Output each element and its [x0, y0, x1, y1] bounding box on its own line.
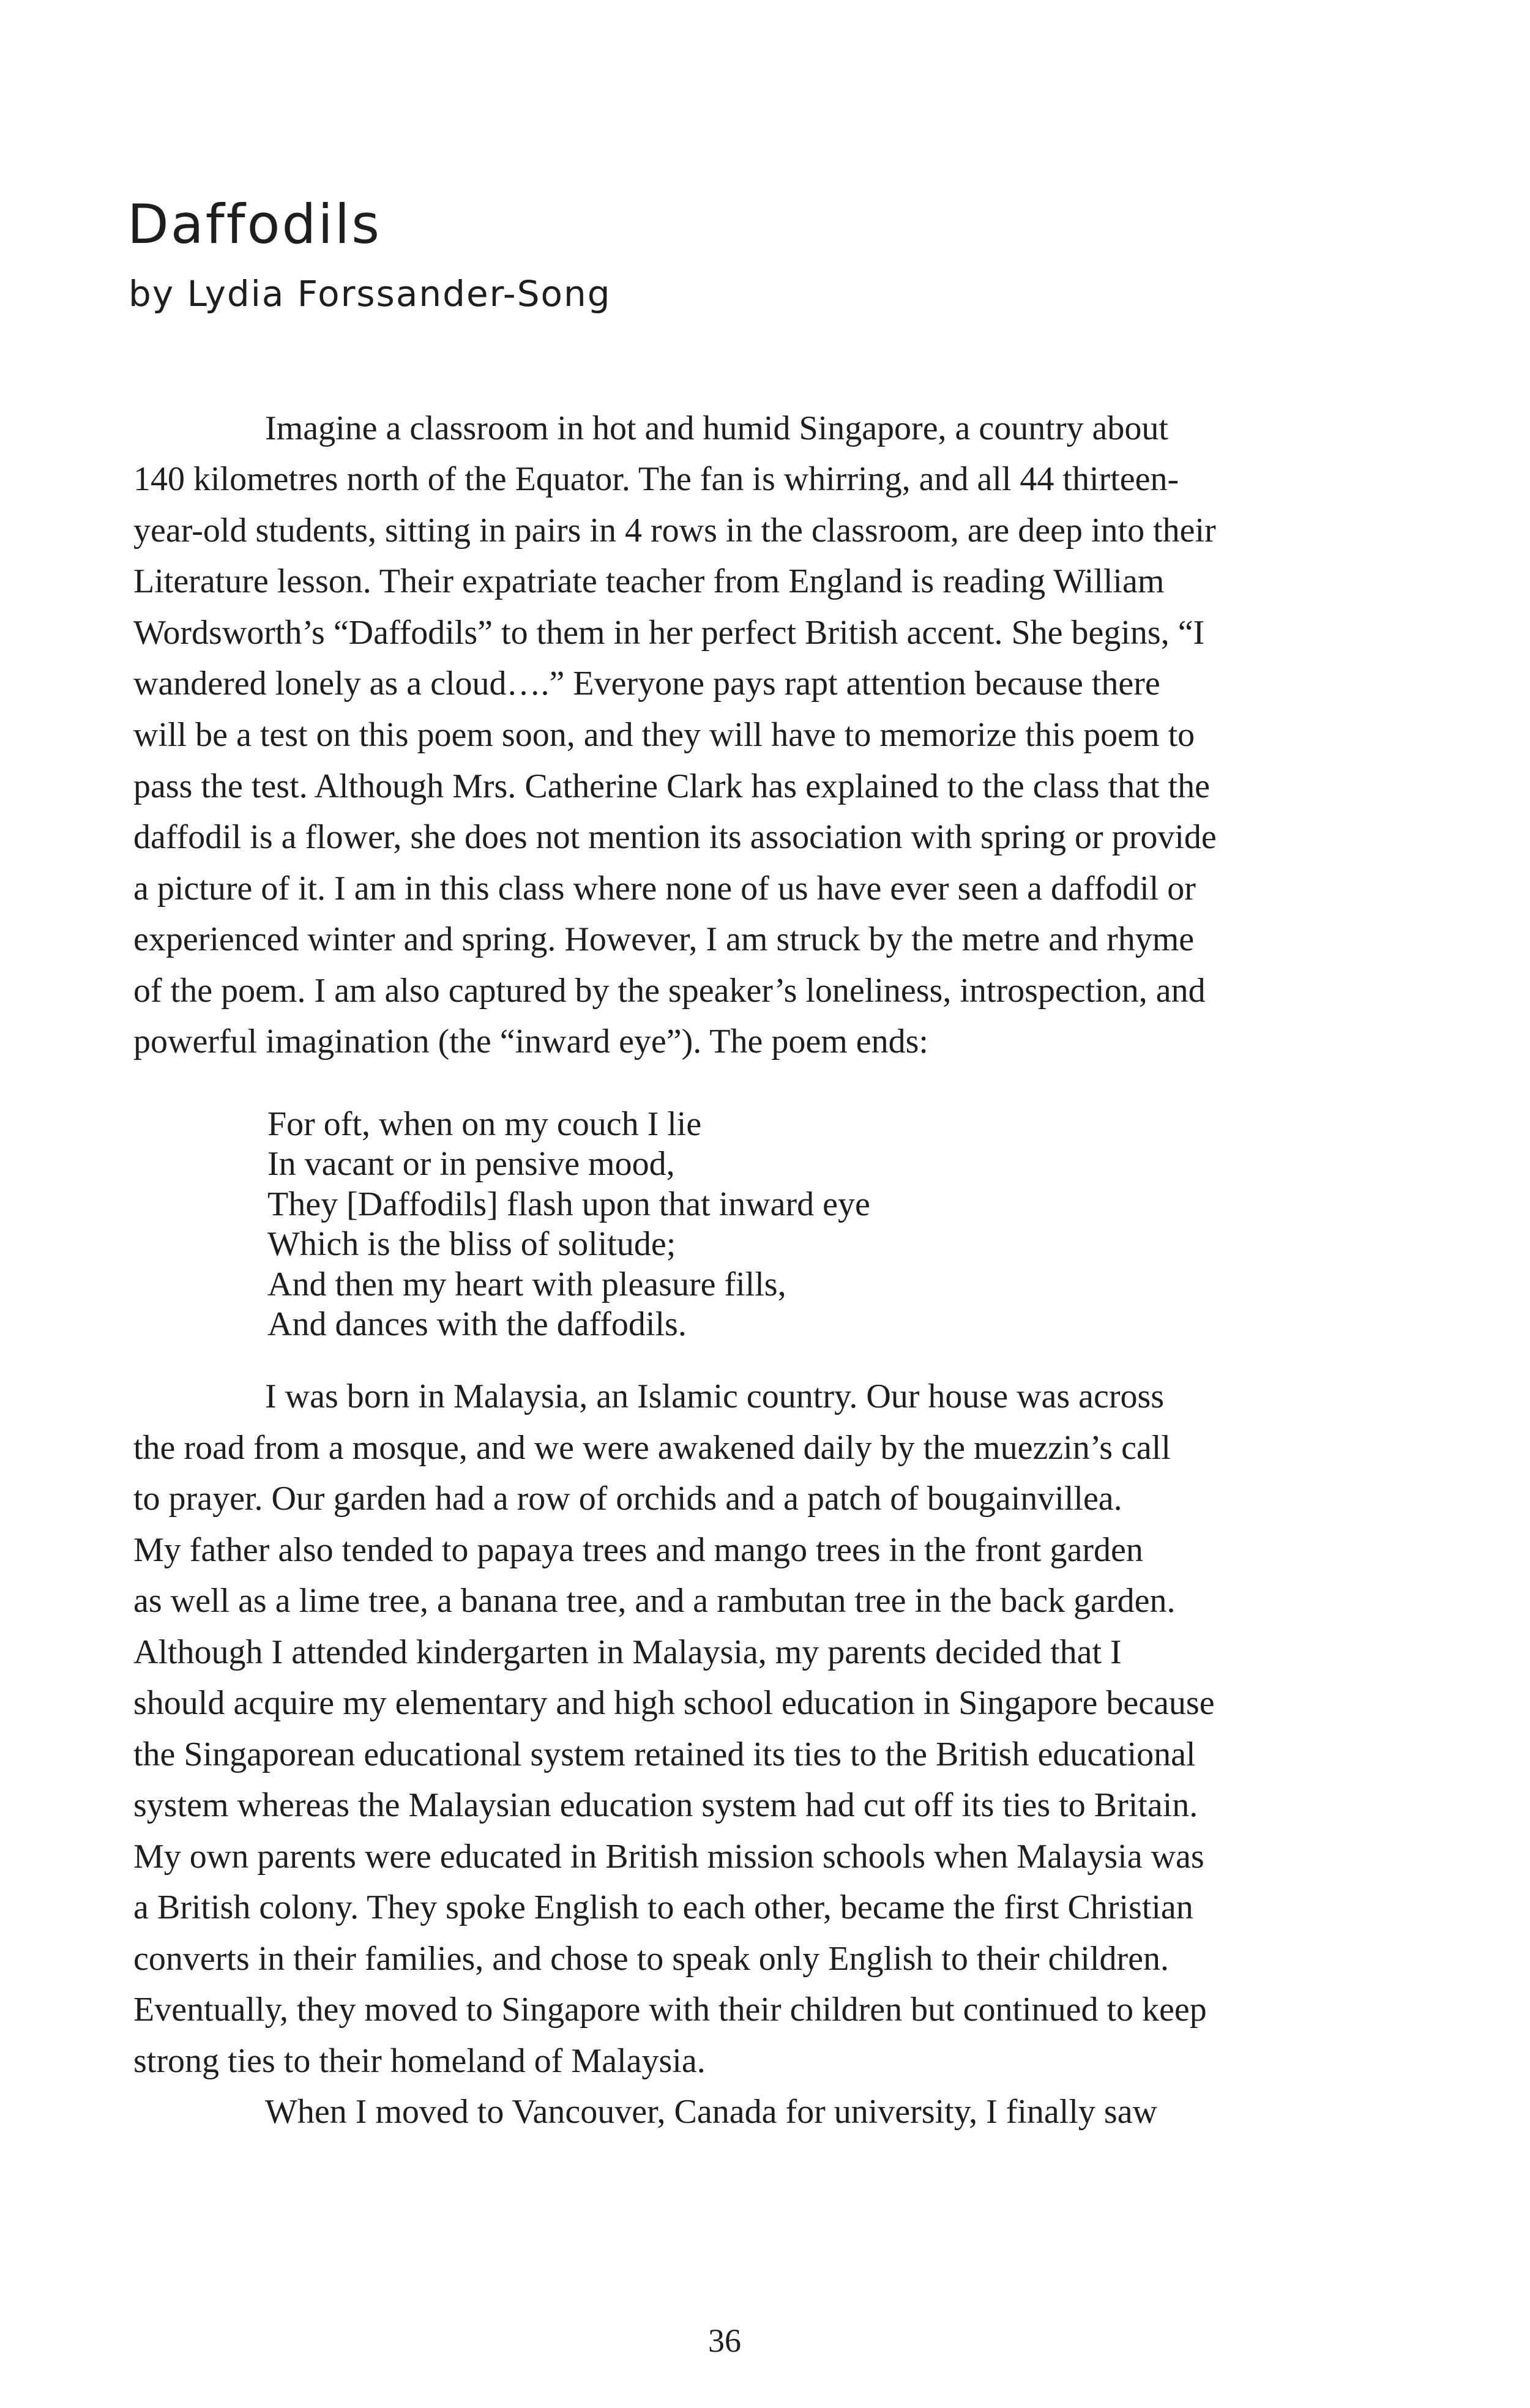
paragraph-line: year-old students, sitting in pairs in 4 rows in the classroom, are deep into their [133, 512, 1216, 550]
paragraph-line: 140 kilometres north of the Equator. The fan is whirring, and all 44 thirteen- [133, 460, 1179, 498]
poem-line: And dances with the daffodils. [267, 1305, 687, 1343]
paragraph-line: the road from a mosque, and we were awakened daily by the muezzin’s call [133, 1429, 1171, 1467]
paragraph-line: My father also tended to papaya trees and mango trees in the front garden [133, 1531, 1143, 1569]
paragraph-line: My own parents were educated in British mission schools when Malaysia was [133, 1838, 1204, 1876]
poem-line: They [Daffodils] flash upon that inward eye [267, 1185, 870, 1223]
paragraph-line: strong ties to their homeland of Malaysia. [133, 2042, 706, 2080]
paragraph-line: powerful imagination (the “inward eye”). The poem ends: [133, 1023, 928, 1060]
paragraph-line: of the poem. I am also captured by the speaker’s loneliness, introspection, and [133, 972, 1206, 1010]
paragraph-line: I was born in Malaysia, an Islamic country. Our house was across [265, 1377, 1165, 1415]
poem-line: Which is the bliss of solitude; [267, 1225, 676, 1263]
paragraph-line: will be a test on this poem soon, and they will have to memorize this poem to [133, 716, 1195, 754]
paragraph-line: daffodil is a flower, she does not mention its association with spring or provide [133, 818, 1217, 856]
poem-line: For oft, when on my couch I lie [267, 1105, 702, 1143]
paragraph-line: When I moved to Vancouver, Canada for university, I finally saw [265, 2093, 1157, 2131]
paragraph-line: pass the test. Although Mrs. Catherine Clark has explained to the class that the [133, 767, 1210, 805]
paragraph-line: a British colony. They spoke English to each other, became the first Christian [133, 1888, 1193, 1926]
paragraph-line: Imagine a classroom in hot and humid Singapore, a country about [265, 409, 1168, 447]
article-byline: by Lydia Forssander-Song [129, 273, 611, 315]
paragraph-line: should acquire my elementary and high school education in Singapore because [133, 1684, 1215, 1722]
paragraph-line: Literature lesson. Their expatriate teacher from England is reading William [133, 562, 1165, 600]
paragraph-line: the Singaporean educational system retained its ties to the British educational [133, 1735, 1196, 1773]
page-number: 36 [708, 2322, 741, 2359]
paragraph-line: as well as a lime tree, a banana tree, and a rambutan tree in the back garden. [133, 1582, 1176, 1620]
poem-line: In vacant or in pensive mood, [267, 1145, 675, 1183]
paragraph-line: Eventually, they moved to Singapore with their children but continued to keep [133, 1991, 1207, 2029]
paragraph-line: wandered lonely as a cloud….” Everyone pays rapt attention because there [133, 665, 1160, 703]
article-title: Daffodils [127, 193, 382, 256]
poem-line: And then my heart with pleasure fills, [267, 1266, 786, 1303]
paragraph-line: Although I attended kindergarten in Malaysia, my parents decided that I [133, 1633, 1122, 1671]
paragraph-line: Wordsworth’s “Daffodils” to them in her perfect British accent. She begins, “I [133, 614, 1205, 652]
paragraph-line: converts in their families, and chose to speak only English to their children. [133, 1940, 1170, 1978]
paragraph-line: to prayer. Our garden had a row of orchids and a patch of bougainvillea. [133, 1480, 1122, 1518]
paragraph-line: a picture of it. I am in this class where none of us have ever seen a daffodil or [133, 870, 1196, 908]
paragraph-line: system whereas the Malaysian education system had cut off its ties to Britain. [133, 1786, 1198, 1824]
paragraph-line: experienced winter and spring. However, I am struck by the metre and rhyme [133, 920, 1195, 958]
